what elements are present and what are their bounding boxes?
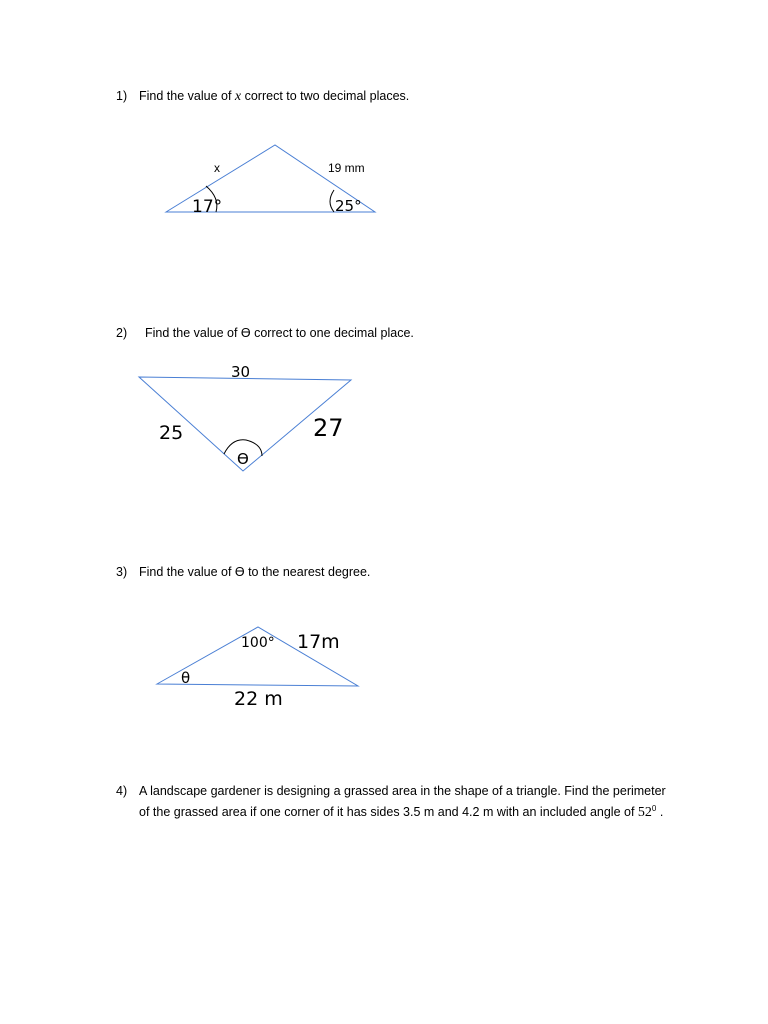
- triangle-1: [166, 145, 375, 217]
- angle-right-label: 25°: [335, 197, 362, 215]
- side-27-label: 27: [313, 414, 344, 442]
- side-17m-label: 17m: [297, 631, 340, 653]
- angle-theta-label: θ: [181, 669, 191, 687]
- angle-superscript: 0: [651, 804, 657, 813]
- side-30-label: 30: [231, 363, 251, 381]
- angle-left-label: 17°: [192, 197, 223, 217]
- question-number: 3): [116, 565, 128, 579]
- question-number: 4): [116, 784, 128, 798]
- question-text: A landscape gardener is designing a grassed area in the shape of a triangle. Find the perimeter of the grassed area if one corner of it has sides 3.5 m and 4.2 m with an included angle of $52^0$ .: [139, 784, 666, 821]
- side-x-label: x: [214, 161, 220, 175]
- angle-value: 52: [637, 805, 652, 821]
- side-25-label: 25: [159, 422, 184, 444]
- question-text: Find the value of x correct to two decimal places.: [139, 89, 410, 104]
- angle-theta-label: ϴ: [237, 450, 249, 468]
- question-number: 1): [116, 89, 128, 103]
- side-22m-label: 22 m: [234, 688, 283, 710]
- angle-arc-right: [330, 190, 334, 212]
- question-number: 2): [116, 326, 128, 340]
- question-text: Find the value of ϴ correct to one decimal place.: [145, 326, 414, 340]
- triangle-2: [139, 363, 351, 471]
- variable-x: x: [234, 89, 242, 104]
- side-19mm-label: 19 mm: [328, 161, 365, 175]
- angle-100-label: 100°: [241, 635, 275, 651]
- question-text: Find the value of ϴ to the nearest degree.: [139, 565, 371, 579]
- triangle-3: [157, 627, 358, 710]
